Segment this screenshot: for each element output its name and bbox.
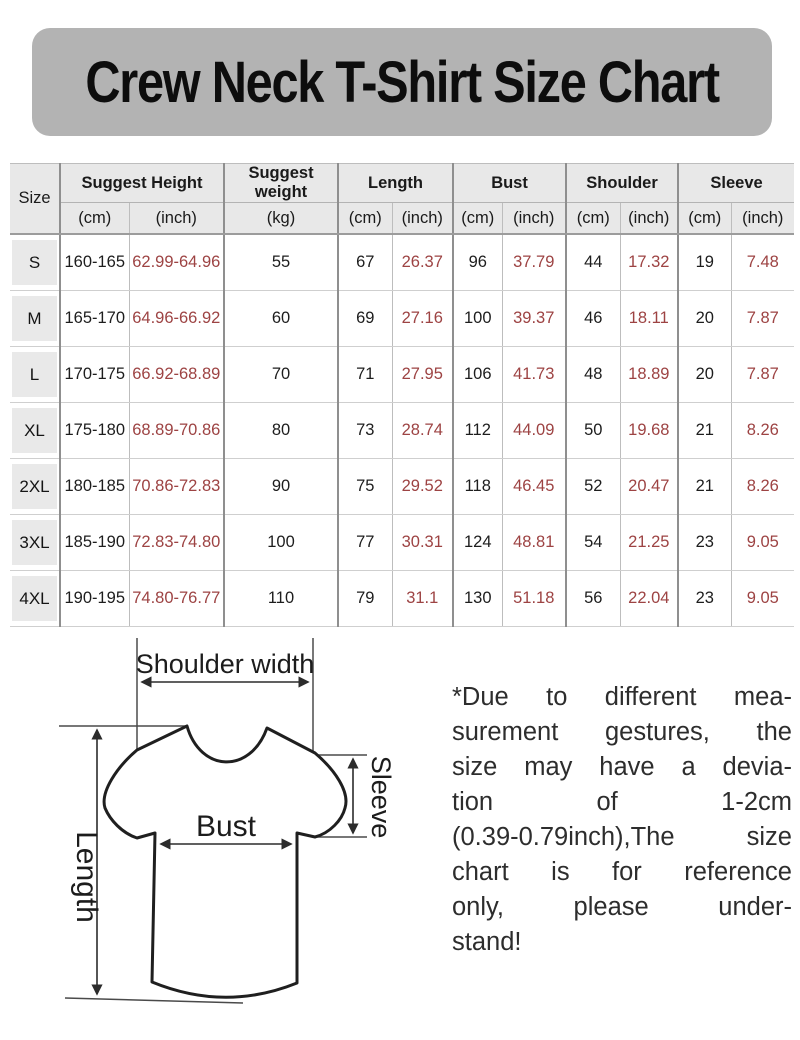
cell-height-cm: 165-170 <box>60 291 129 347</box>
cell-sleeve-inch: 8.26 <box>731 459 794 515</box>
table-row <box>10 571 794 627</box>
cell-sleeve-cm: 21 <box>678 403 731 459</box>
table-row <box>10 403 794 459</box>
cell-weight-kg: 110 <box>224 571 338 627</box>
col-header-bust: Bust <box>453 164 566 203</box>
cell-length-cm: 75 <box>338 459 392 515</box>
cell-sleeve-inch: 9.05 <box>731 571 794 627</box>
cell-bust-cm: 118 <box>453 459 502 515</box>
size-label: 2XL <box>12 464 57 509</box>
size-chart-table <box>10 163 794 627</box>
note-line: (0.39-0.79inch),The size <box>452 823 792 851</box>
cell-shoulder-cm: 50 <box>566 403 620 459</box>
cell-bust-inch: 39.37 <box>502 291 566 347</box>
cell-height-inch: 70.86-72.83 <box>129 459 224 515</box>
length-label: Length <box>70 831 103 923</box>
cell-height-inch: 66.92-68.89 <box>129 347 224 403</box>
cell-shoulder-cm: 54 <box>566 515 620 571</box>
table-header-units <box>10 203 794 235</box>
size-label: L <box>12 352 57 397</box>
table-header-groups <box>10 164 794 203</box>
cell-height-cm: 160-165 <box>60 234 129 291</box>
cell-length-inch: 28.74 <box>392 403 453 459</box>
cell-shoulder-cm: 46 <box>566 291 620 347</box>
unit-bust-inch: (inch) <box>502 203 566 235</box>
cell-sleeve-cm: 21 <box>678 459 731 515</box>
cell-bust-cm: 100 <box>453 291 502 347</box>
col-header-sleeve: Sleeve <box>678 164 794 203</box>
unit-height-cm: (cm) <box>60 203 129 235</box>
cell-bust-inch: 46.45 <box>502 459 566 515</box>
length-bottom-guide-line <box>65 998 243 1003</box>
cell-bust-cm: 106 <box>453 347 502 403</box>
note-line: *Due to different mea- <box>452 683 792 711</box>
table-row <box>10 515 794 571</box>
cell-weight-kg: 70 <box>224 347 338 403</box>
cell-shoulder-inch: 18.11 <box>620 291 678 347</box>
cell-shoulder-inch: 22.04 <box>620 571 678 627</box>
cell-length-inch: 30.31 <box>392 515 453 571</box>
cell-bust-inch: 51.18 <box>502 571 566 627</box>
size-label: XL <box>12 408 57 453</box>
note-line: size may have a devia- <box>452 753 792 781</box>
cell-sleeve-inch: 9.05 <box>731 515 794 571</box>
cell-length-cm: 77 <box>338 515 392 571</box>
size-label: 3XL <box>12 520 57 565</box>
cell-shoulder-inch: 20.47 <box>620 459 678 515</box>
unit-shoulder-cm: (cm) <box>566 203 620 235</box>
cell-weight-kg: 55 <box>224 234 338 291</box>
bust-label: Bust <box>195 810 257 843</box>
cell-bust-inch: 44.09 <box>502 403 566 459</box>
note-line: chart is for reference <box>452 858 792 886</box>
cell-height-cm: 180-185 <box>60 459 129 515</box>
tshirt-measurement-diagram <box>20 620 460 1040</box>
note-line: tion of 1-2cm <box>452 788 792 816</box>
size-label: 4XL <box>12 576 57 621</box>
unit-bust-cm: (cm) <box>453 203 502 235</box>
tshirt-outline <box>104 726 346 997</box>
col-header-length: Length <box>338 164 453 203</box>
size-label: S <box>12 240 57 285</box>
cell-length-inch: 31.1 <box>392 571 453 627</box>
cell-height-inch: 68.89-70.86 <box>129 403 224 459</box>
shoulder-width-label: Shoulder width <box>135 649 315 679</box>
cell-length-cm: 73 <box>338 403 392 459</box>
cell-bust-cm: 112 <box>453 403 502 459</box>
cell-sleeve-cm: 23 <box>678 571 731 627</box>
cell-length-inch: 27.95 <box>392 347 453 403</box>
table-row <box>10 234 794 291</box>
cell-height-cm: 185-190 <box>60 515 129 571</box>
unit-sleeve-cm: (cm) <box>678 203 731 235</box>
title-banner <box>32 28 772 136</box>
cell-weight-kg: 80 <box>224 403 338 459</box>
unit-height-inch: (inch) <box>129 203 224 235</box>
cell-shoulder-cm: 44 <box>566 234 620 291</box>
cell-sleeve-cm: 23 <box>678 515 731 571</box>
cell-height-cm: 190-195 <box>60 571 129 627</box>
sleeve-label: Sleeve <box>366 755 396 839</box>
cell-sleeve-cm: 20 <box>678 347 731 403</box>
cell-length-cm: 69 <box>338 291 392 347</box>
note-line: surement gestures, the <box>452 718 792 746</box>
cell-length-inch: 27.16 <box>392 291 453 347</box>
unit-length-cm: (cm) <box>338 203 392 235</box>
cell-length-inch: 29.52 <box>392 459 453 515</box>
col-header-suggest-height: Suggest Height <box>60 164 224 203</box>
cell-bust-cm: 130 <box>453 571 502 627</box>
cell-shoulder-cm: 56 <box>566 571 620 627</box>
table-row <box>10 347 794 403</box>
cell-bust-cm: 124 <box>453 515 502 571</box>
cell-shoulder-inch: 18.89 <box>620 347 678 403</box>
disclaimer-note <box>452 680 792 960</box>
cell-length-cm: 79 <box>338 571 392 627</box>
unit-shoulder-inch: (inch) <box>620 203 678 235</box>
cell-sleeve-inch: 7.87 <box>731 347 794 403</box>
note-line: stand! <box>452 928 522 956</box>
cell-shoulder-inch: 19.68 <box>620 403 678 459</box>
cell-sleeve-inch: 8.26 <box>731 403 794 459</box>
cell-bust-inch: 48.81 <box>502 515 566 571</box>
cell-height-inch: 62.99-64.96 <box>129 234 224 291</box>
note-line: only, please under- <box>452 893 792 921</box>
cell-sleeve-cm: 20 <box>678 291 731 347</box>
cell-bust-inch: 37.79 <box>502 234 566 291</box>
cell-weight-kg: 90 <box>224 459 338 515</box>
cell-bust-inch: 41.73 <box>502 347 566 403</box>
cell-shoulder-cm: 52 <box>566 459 620 515</box>
col-header-shoulder: Shoulder <box>566 164 678 203</box>
unit-sleeve-inch: (inch) <box>731 203 794 235</box>
cell-height-inch: 74.80-76.77 <box>129 571 224 627</box>
table-row <box>10 291 794 347</box>
cell-height-inch: 72.83-74.80 <box>129 515 224 571</box>
cell-height-cm: 175-180 <box>60 403 129 459</box>
cell-bust-cm: 96 <box>453 234 502 291</box>
col-header-suggest-weight: Suggest weight <box>224 164 338 203</box>
cell-length-cm: 67 <box>338 234 392 291</box>
page-title: Crew Neck T-Shirt Size Chart <box>85 49 719 115</box>
cell-sleeve-cm: 19 <box>678 234 731 291</box>
unit-weight-kg: (kg) <box>224 203 338 235</box>
cell-weight-kg: 60 <box>224 291 338 347</box>
cell-length-inch: 26.37 <box>392 234 453 291</box>
cell-weight-kg: 100 <box>224 515 338 571</box>
cell-sleeve-inch: 7.48 <box>731 234 794 291</box>
cell-height-cm: 170-175 <box>60 347 129 403</box>
cell-length-cm: 71 <box>338 347 392 403</box>
cell-shoulder-cm: 48 <box>566 347 620 403</box>
cell-shoulder-inch: 21.25 <box>620 515 678 571</box>
unit-length-inch: (inch) <box>392 203 453 235</box>
table-row <box>10 459 794 515</box>
cell-sleeve-inch: 7.87 <box>731 291 794 347</box>
col-header-size: Size <box>10 164 60 235</box>
size-label: M <box>12 296 57 341</box>
cell-height-inch: 64.96-66.92 <box>129 291 224 347</box>
cell-shoulder-inch: 17.32 <box>620 234 678 291</box>
